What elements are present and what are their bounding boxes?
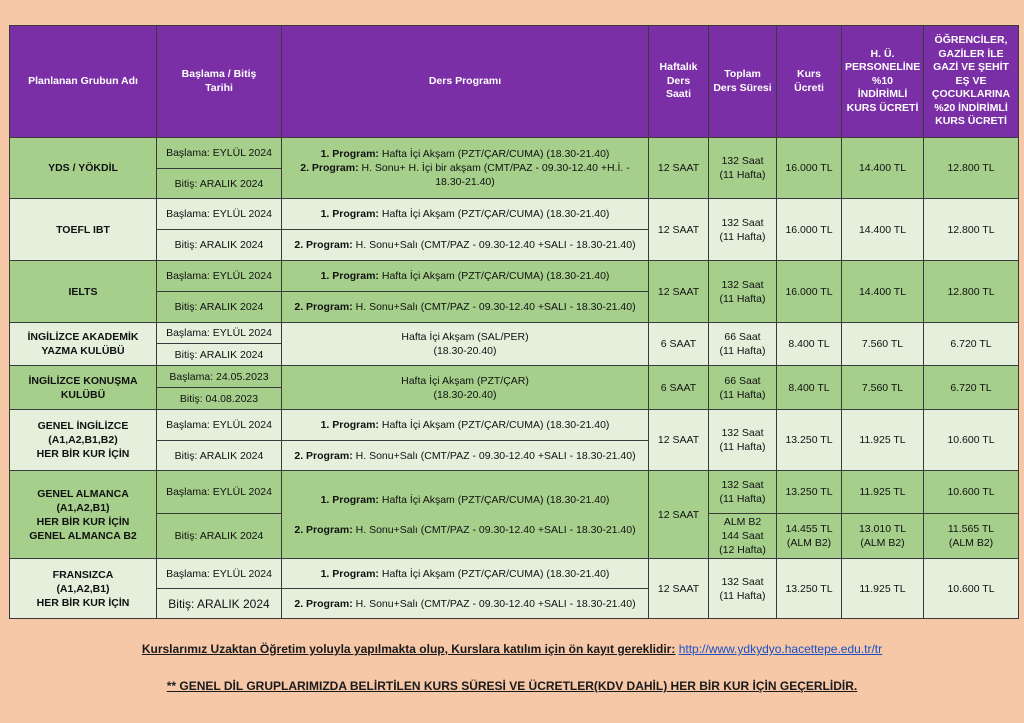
group-name: GENEL ALMANCA (A1,A2,B1) HER BİR KUR İÇİN GENEL ALMANCA B2 <box>10 471 157 559</box>
program-2-label: 2. Program: <box>294 449 353 462</box>
total-duration: 132 Saat (11 Hafta) <box>709 410 777 471</box>
program-2-text: H. Sonu+Salı (CMT/PAZ - 09.30-12.40 +SALI - 18.30-21.40) <box>352 449 636 462</box>
program-2-label: 2. Program: <box>294 239 353 251</box>
total-duration: 132 Saat (11 Hafta) <box>709 559 777 619</box>
header-fee: Kurs Ücreti <box>777 26 842 138</box>
program-1-cell <box>282 559 649 589</box>
staff-fee: 7.560 TL <box>842 366 924 410</box>
footer-note-text: Kurslarımız Uzaktan Öğretim yoluyla yapılmakta olup, Kurslara katılım için ön kayıt gereklidir: <box>141 642 676 656</box>
program-1-label: 1. Program: <box>320 493 379 506</box>
program-1-text: Hafta İçi Akşam (PZT/ÇAR/CUMA) (18.30-21.40) <box>378 270 610 282</box>
table-header-row <box>10 26 1019 138</box>
course-fee: 16.000 TL <box>777 138 842 199</box>
total-duration: 132 Saat (11 Hafta) <box>709 199 777 261</box>
program-1-label: 1. Program: <box>320 270 379 282</box>
start-date: Başlama: EYLÜL 2024 <box>157 471 282 514</box>
student-fee: 10.600 TL <box>924 410 1019 471</box>
course-fee-b2: 14.455 TL (ALM B2) <box>777 514 842 559</box>
group-name: IELTS <box>10 261 157 323</box>
program-2-label: 2. Program: <box>294 523 353 536</box>
start-date: Başlama: EYLÜL 2024 <box>157 410 282 441</box>
course-fee: 13.250 TL <box>777 471 842 514</box>
header-dates: Başlama / Bitiş Tarihi <box>157 26 282 138</box>
program-2-text: H. Sonu+Salı (CMT/PAZ - 09.30-12.40 +SALI - 18.30-21.40) <box>352 239 636 251</box>
student-fee: 10.600 TL <box>924 559 1019 619</box>
program-cell <box>282 138 649 199</box>
program-2-text: H. Sonu+Salı (CMT/PAZ - 09.30-12.40 +SALI - 18.30-21.40) <box>352 301 636 313</box>
program-2-text: H. Sonu+ H. İçi bir akşam (CMT/PAZ - 09.30-12.40 +H.İ. - 18.30-21.40) <box>358 162 630 188</box>
course-fee: 8.400 TL <box>777 366 842 410</box>
weekly-hours: 6 SAAT <box>649 366 709 410</box>
course-fee: 16.000 TL <box>777 261 842 323</box>
student-fee: 10.600 TL <box>924 471 1019 514</box>
header-program: Ders Programı <box>282 26 649 138</box>
program-2-label: 2. Program: <box>294 301 353 313</box>
start-date: Başlama: EYLÜL 2024 <box>157 138 282 169</box>
total-duration: 132 Saat (11 Hafta) <box>709 261 777 323</box>
weekly-hours: 12 SAAT <box>649 410 709 471</box>
student-fee: 12.800 TL <box>924 199 1019 261</box>
end-date: Bitiş: ARALIK 2024 <box>157 441 282 471</box>
program-2-cell <box>282 589 649 619</box>
group-name: İNGİLİZCE AKADEMİK YAZMA KULÜBÜ <box>10 323 157 366</box>
course-fee: 13.250 TL <box>777 410 842 471</box>
group-name: TOEFL IBT <box>10 199 157 261</box>
group-name: FRANSIZCA (A1,A2,B1) HER BİR KUR İÇİN <box>10 559 157 619</box>
staff-fee-b2: 13.010 TL (ALM B2) <box>842 514 924 559</box>
program-1-label: 1. Program: <box>320 567 379 580</box>
table-row <box>10 366 1019 388</box>
footer-note <box>0 642 1024 656</box>
student-fee: 12.800 TL <box>924 138 1019 199</box>
program-1-text: Hafta İçi Akşam (PZT/ÇAR/CUMA) (18.30-21.40) <box>378 148 610 160</box>
website-link[interactable]: http://www.ydkydyo.hacettepe.edu.tr/tr <box>678 642 883 656</box>
end-date: Bitiş: ARALIK 2024 <box>157 589 282 619</box>
group-name: YDS / YÖKDİL <box>10 138 157 199</box>
course-fee: 8.400 TL <box>777 323 842 366</box>
weekly-hours: 12 SAAT <box>649 199 709 261</box>
program-1-text: Hafta İçi Akşam (PZT/ÇAR/CUMA) (18.30-21.40) <box>378 419 610 431</box>
header-student-fee: ÖĞRENCİLER, GAZİLER İLE GAZİ VE ŞEHİT EŞ VE ÇOCUKLARINA %20 İNDİRİMLİ KURS ÜCRETİ <box>924 26 1019 138</box>
course-table <box>9 25 1019 619</box>
program-1-label: 1. Program: <box>320 148 379 160</box>
total-duration: 66 Saat (11 Hafta) <box>709 366 777 410</box>
end-date: Bitiş: ARALIK 2024 <box>157 514 282 559</box>
program-2-cell <box>282 441 649 471</box>
total-duration: 132 Saat (11 Hafta) <box>709 471 777 514</box>
program-1-label: 1. Program: <box>320 208 379 220</box>
course-fee: 13.250 TL <box>777 559 842 619</box>
program-2-cell <box>282 230 649 261</box>
table-row <box>10 199 1019 230</box>
weekly-hours: 12 SAAT <box>649 261 709 323</box>
weekly-hours: 12 SAAT <box>649 471 709 559</box>
program-cell: Hafta İçi Akşam (SAL/PER) (18.30-20.40) <box>282 323 649 366</box>
start-date: Başlama: EYLÜL 2024 <box>157 199 282 230</box>
end-date: Bitiş: ARALIK 2024 <box>157 169 282 199</box>
student-fee: 6.720 TL <box>924 366 1019 410</box>
staff-fee: 7.560 TL <box>842 323 924 366</box>
program-cell <box>282 471 649 559</box>
start-date: Başlama: EYLÜL 2024 <box>157 323 282 344</box>
student-fee: 12.800 TL <box>924 261 1019 323</box>
program-2-text: H. Sonu+Salı (CMT/PAZ - 09.30-12.40 +SALI - 18.30-21.40) <box>352 597 636 610</box>
table-row <box>10 138 1019 169</box>
total-duration: 66 Saat (11 Hafta) <box>709 323 777 366</box>
staff-fee: 11.925 TL <box>842 410 924 471</box>
weekly-hours: 6 SAAT <box>649 323 709 366</box>
start-date: Başlama: EYLÜL 2024 <box>157 261 282 292</box>
program-1-cell <box>282 261 649 292</box>
staff-fee: 11.925 TL <box>842 471 924 514</box>
weekly-hours: 12 SAAT <box>649 138 709 199</box>
header-weekly-hours: Haftalık Ders Saati <box>649 26 709 138</box>
group-name: GENEL İNGİLİZCE (A1,A2,B1,B2) HER BİR KUR İÇİN <box>10 410 157 471</box>
student-fee-b2: 11.565 TL (ALM B2) <box>924 514 1019 559</box>
table-row <box>10 323 1019 344</box>
staff-fee: 14.400 TL <box>842 261 924 323</box>
program-2-text: H. Sonu+Salı (CMT/PAZ - 09.30-12.40 +SALI - 18.30-21.40) <box>352 523 636 536</box>
program-2-label: 2. Program: <box>294 597 353 610</box>
table-row <box>10 471 1019 514</box>
total-duration: 132 Saat (11 Hafta) <box>709 138 777 199</box>
header-total-duration: Toplam Ders Süresi <box>709 26 777 138</box>
table-row <box>10 410 1019 441</box>
end-date: Bitiş: ARALIK 2024 <box>157 344 282 366</box>
staff-fee: 14.400 TL <box>842 138 924 199</box>
end-date: Bitiş: ARALIK 2024 <box>157 292 282 323</box>
header-group: Planlanan Grubun Adı <box>10 26 157 138</box>
weekly-hours: 12 SAAT <box>649 559 709 619</box>
header-staff-fee: H. Ü. PERSONELİNE %10 İNDİRİMLİ KURS ÜCRETİ <box>842 26 924 138</box>
start-date: Başlama: EYLÜL 2024 <box>157 559 282 589</box>
start-date: Başlama: 24.05.2023 <box>157 366 282 388</box>
group-name: İNGİLİZCE KONUŞMA KULÜBÜ <box>10 366 157 410</box>
program-1-cell <box>282 199 649 230</box>
end-date: Bitiş: ARALIK 2024 <box>157 230 282 261</box>
footer-disclaimer: ** GENEL DİL GRUPLARIMIZDA BELİRTİLEN KURS SÜRESİ VE ÜCRETLER(KDV DAHİL) HER BİR KUR İÇİN GEÇERLİDİR. <box>166 679 858 693</box>
course-fee: 16.000 TL <box>777 199 842 261</box>
program-cell: Hafta İçi Akşam (PZT/ÇAR) (18.30-20.40) <box>282 366 649 410</box>
table-row <box>10 261 1019 292</box>
program-1-text: Hafta İçi Akşam (PZT/ÇAR/CUMA) (18.30-21.40) <box>378 208 610 220</box>
program-1-cell <box>282 410 649 441</box>
program-1-text: Hafta İçi Akşam (PZT/ÇAR/CUMA) (18.30-21.40) <box>378 567 610 580</box>
staff-fee: 11.925 TL <box>842 559 924 619</box>
program-2-label: 2. Program: <box>300 162 359 174</box>
program-2-cell <box>282 292 649 323</box>
student-fee: 6.720 TL <box>924 323 1019 366</box>
end-date: Bitiş: 04.08.2023 <box>157 388 282 410</box>
program-1-label: 1. Program: <box>320 419 379 431</box>
total-duration-b2: ALM B2 144 Saat (12 Hafta) <box>709 514 777 559</box>
program-1-text: Hafta İçi Akşam (PZT/ÇAR/CUMA) (18.30-21.40) <box>378 493 610 506</box>
staff-fee: 14.400 TL <box>842 199 924 261</box>
table-row <box>10 559 1019 589</box>
